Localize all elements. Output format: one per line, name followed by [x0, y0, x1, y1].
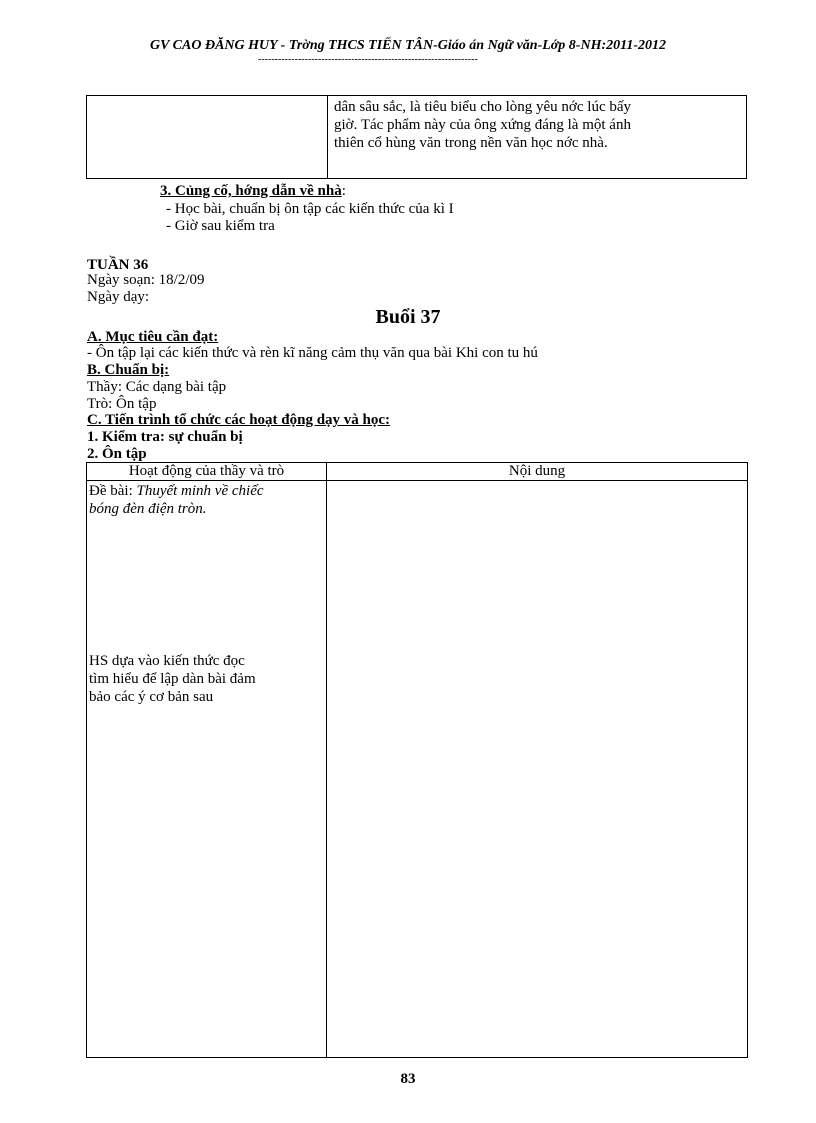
session-title: Buổi 37 — [375, 306, 441, 328]
continuation-cell — [334, 98, 739, 152]
section-c-step2: 2. Ôn tập — [87, 446, 147, 462]
page-header: GV CAO ĐĂNG HUY - Trờng THCS TIẾN TÂN-Giáo án Ngữ văn-Lớp 8-NH:2011-2012 — [149, 38, 667, 53]
week-title: TUẦN 36 — [87, 257, 149, 273]
continuation-line: dân sâu sắc, là tiêu biểu cho lòng yêu nớc lúc bấy — [334, 99, 632, 115]
section-a-heading: A. Mục tiêu cần đạt: — [87, 329, 219, 345]
header-rule: ------------------------------------------------------------------ — [258, 54, 478, 65]
section3-item: - Giờ sau kiểm tra — [166, 218, 275, 234]
section-c-step1: 1. Kiểm tra: sự chuẩn bị — [87, 429, 243, 445]
section-b-teacher: Thầy: Các dạng bài tập — [87, 379, 227, 395]
hs-instructions — [89, 652, 323, 706]
page-number: 83 — [400, 1071, 416, 1087]
section3-colon: : — [341, 183, 346, 199]
section3-heading-line — [160, 183, 346, 200]
prompt-label: Đề bài: — [89, 483, 137, 499]
col2-header: Nội dung — [508, 463, 566, 479]
prompt-text: Thuyết minh về chiếc — [136, 483, 264, 499]
section3-item: - Học bài, chuẩn bị ôn tập các kiến thức của kì I — [166, 201, 454, 217]
activity-table — [86, 462, 748, 1058]
prep-date: Ngày soạn: 18/2/09 — [87, 272, 205, 288]
hs-line: bảo các ý cơ bản sau — [89, 689, 214, 705]
teach-date: Ngày dạy: — [87, 289, 150, 305]
section-b-student: Trò: Ôn tập — [87, 396, 157, 412]
col1-header: Hoạt động của thầy và trò — [128, 463, 285, 479]
hs-line: HS dựa vào kiến thức đọc — [89, 653, 245, 669]
continuation-line: thiên cổ hùng văn trong nền văn học nớc nhà. — [334, 135, 608, 151]
section3-heading: 3. Củng cố, hớng dẫn về nhà — [160, 183, 342, 199]
prompt-cell — [89, 482, 323, 518]
continuation-line: giờ. Tác phẩm này của ông xứng đáng là một ánh — [334, 117, 631, 133]
section-c-heading: C. Tiến trình tổ chức các hoạt động dạy và học: — [87, 412, 391, 428]
hs-line: tìm hiểu để lập dàn bài đảm — [89, 671, 256, 687]
section-b-heading: B. Chuẩn bị: — [87, 362, 170, 378]
table-column-divider — [326, 463, 327, 1057]
table-column-divider — [327, 96, 328, 178]
section-a-text: - Ôn tập lại các kiến thức và rèn kĩ năng cảm thụ văn qua bài Khi con tu hú — [87, 345, 538, 361]
table-header-rule — [87, 480, 747, 481]
prompt-text: bóng đèn điện tròn. — [89, 501, 207, 517]
continuation-table — [86, 95, 747, 179]
